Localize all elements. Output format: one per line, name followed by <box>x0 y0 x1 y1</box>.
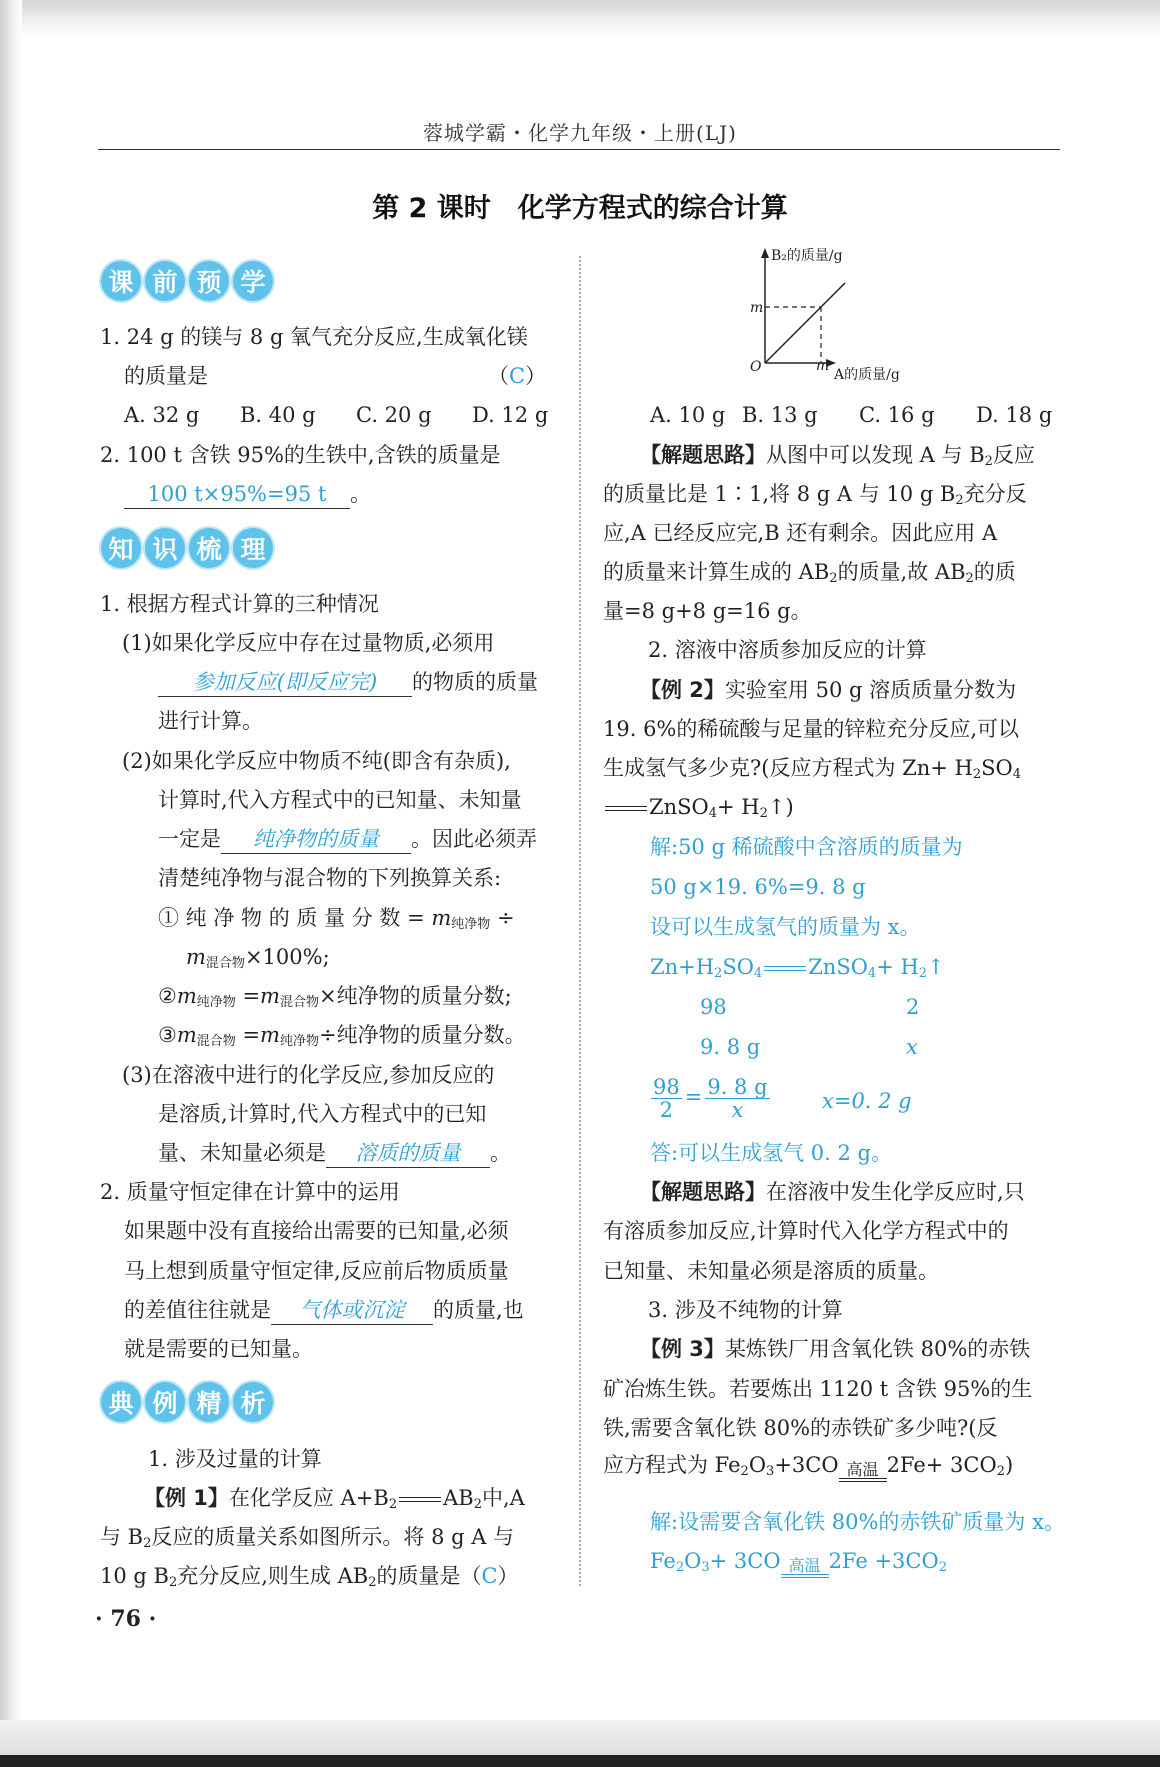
solution-2-line2: 50 g×19. 6%=9. 8 g <box>650 875 866 899</box>
knowledge-c2-line1: (2)如果化学反应中物质不纯(即含有杂质), <box>122 749 511 773</box>
preview-q2-line1: 2. 100 t 含铁 95%的生铁中,含铁的质量是 <box>100 443 501 467</box>
text: 的质 <box>973 560 1016 584</box>
proportion-result: x=0. 2 g <box>822 1089 912 1113</box>
example-1-option-d: D. 18 g <box>976 403 1053 427</box>
text: + H <box>717 795 760 819</box>
example-2-line2: 19. 6%的稀硫酸与足量的锌粒充分反应,可以 <box>603 717 1020 741</box>
badge-char: 识 <box>145 528 185 568</box>
example-section-3-title: 3. 涉及不纯物的计算 <box>648 1298 843 1322</box>
denominator: x <box>731 1098 744 1122</box>
text: = <box>235 984 261 1008</box>
text: 充分反 <box>963 482 1027 506</box>
sub: 2 <box>918 966 928 981</box>
bottom-bar <box>0 1755 1160 1767</box>
solution-2-equation <box>650 952 945 989</box>
ratio-row1-left: 98 <box>700 995 727 1019</box>
badge-char: 预 <box>189 261 229 301</box>
equals-sign <box>399 1497 441 1502</box>
example-1-line2 <box>100 1522 514 1559</box>
text: ↑) <box>767 795 794 819</box>
sub: 混合物 <box>196 1034 236 1049</box>
example-1-thought-line2 <box>603 479 1027 516</box>
formula-2 <box>158 981 512 1018</box>
example-1-option-a: A. 10 g <box>650 403 726 427</box>
sub: 4 <box>867 966 877 981</box>
knowledge-c1-line2 <box>158 667 538 697</box>
knowledge-c3-line3 <box>158 1138 511 1168</box>
text: ① 纯 净 物 的 质 量 分 数 = <box>158 906 432 930</box>
preview-q1-option-c: C. 20 g <box>356 403 432 427</box>
paren-open: （ <box>460 1564 482 1588</box>
sub: 2 <box>714 966 723 981</box>
text: 。 <box>490 1141 511 1165</box>
text: O <box>748 1453 767 1477</box>
denominator: 2 <box>659 1098 674 1122</box>
solution-3-equation <box>650 1542 947 1587</box>
text: ZnSO <box>808 955 868 979</box>
sub: 2 <box>996 1464 1005 1479</box>
text: AB <box>443 1486 474 1510</box>
sub: 2 <box>168 1575 178 1590</box>
high-temp-condition <box>839 1462 887 1491</box>
sub: 纯净物 <box>196 995 236 1010</box>
sub: 混合物 <box>205 956 245 971</box>
numerator: 98 <box>653 1075 680 1099</box>
text: 中,A <box>481 1486 525 1510</box>
text: +3CO <box>774 1453 839 1477</box>
example-3-line4 <box>603 1446 1013 1491</box>
var-m: m <box>176 984 197 1008</box>
knowledge-c1-line3: 进行计算。 <box>158 709 263 733</box>
text: ) <box>1004 1453 1014 1477</box>
text: 的质量,故 AB <box>837 560 966 584</box>
lesson-title: 第 2 课时 化学方程式的综合计算 <box>372 193 788 224</box>
badge-char: 理 <box>233 528 273 568</box>
text: 反应的质量关系如图所示。将 8 g A 与 <box>151 1525 515 1549</box>
text: ZnSO <box>649 795 709 819</box>
knowledge-c1-blank: 参加反应(即反应完) <box>158 668 412 697</box>
text: 10 g B <box>100 1564 169 1588</box>
knowledge-c2-line2: 计算时,代入方程式中的已知量、未知量 <box>158 788 522 812</box>
var-m: m <box>431 906 452 930</box>
preview-q1-option-b: B. 40 g <box>240 403 316 427</box>
text: + H <box>876 955 919 979</box>
preview-q1-line2: 的质量是 <box>124 364 208 388</box>
text: 的差值往往就是 <box>124 1298 271 1322</box>
condition-text: 高温 <box>846 1460 879 1479</box>
sub: 纯净物 <box>451 917 491 932</box>
sub: 纯净物 <box>279 1034 319 1049</box>
sub: 2 <box>955 493 964 508</box>
badge-char: 典 <box>101 1382 141 1422</box>
sub: 4 <box>1012 767 1021 782</box>
example-1-thought-line5: 量=8 g+8 g=16 g。 <box>603 599 812 623</box>
example-1-thought-line1 <box>640 440 1035 477</box>
solution-2-answer: 答:可以生成氢气 0. 2 g。 <box>650 1141 892 1165</box>
text: 在化学反应 A+B <box>228 1486 389 1510</box>
y-axis-label: B₂的质量/g <box>771 248 843 264</box>
page-number: · 76 · <box>95 1606 157 1632</box>
text: ×100%; <box>244 945 330 969</box>
text: 应方程式为 Fe <box>603 1453 741 1477</box>
x-axis-label: A的质量/g <box>834 367 900 383</box>
text: ×纯净物的质量分数; <box>318 984 512 1008</box>
preview-q1-answer-paren <box>488 361 546 391</box>
var-m: m <box>176 1023 197 1047</box>
equals: = <box>684 1085 703 1109</box>
text: ③ <box>158 1023 177 1047</box>
sub: 2 <box>759 806 768 821</box>
ratio-row2-left: 9. 8 g <box>700 1035 761 1059</box>
preview-q1-option-a: A. 32 g <box>124 403 200 427</box>
formula-1-line2 <box>186 942 330 979</box>
paren-open: （ <box>488 364 509 388</box>
fraction-2 <box>705 1076 769 1121</box>
example-3-tag: 【例 3】 <box>640 1337 725 1361</box>
knowledge-p2-line3 <box>124 1295 524 1325</box>
text: 的质量来计算生成的 AB <box>603 560 830 584</box>
text: 2Fe +3CO <box>828 1549 939 1573</box>
x-tick-m: m <box>816 358 830 374</box>
high-temp-condition <box>781 1558 829 1587</box>
sub: 2 <box>368 1575 377 1590</box>
text: 2Fe+ 3CO <box>886 1453 997 1477</box>
condition-text: 高温 <box>788 1556 821 1575</box>
formula-3 <box>158 1020 526 1057</box>
text: 生成氢气多少克?(反应方程式为 Zn+ H <box>603 756 973 780</box>
sub: 2 <box>675 1560 685 1575</box>
running-header: 蓉城学霸・化学九年级・上册(LJ) <box>423 121 737 145</box>
sub: 2 <box>965 571 974 586</box>
text: ÷ <box>490 906 515 930</box>
proportion-equation <box>648 1076 773 1121</box>
badge-char: 梳 <box>189 528 229 568</box>
preview-q2-answer: 100 t×95%=95 t <box>124 480 350 509</box>
thought-tag: 【解题思路】 <box>640 1180 766 1204</box>
example-2-line1 <box>640 675 1016 705</box>
text: = <box>235 1023 261 1047</box>
example-1-thought-line4 <box>603 557 1016 594</box>
text: + 3CO <box>709 1549 781 1573</box>
example-2-tag: 【例 2】 <box>640 678 725 702</box>
text: 一定是 <box>158 827 221 851</box>
sub: 2 <box>829 571 838 586</box>
example-3-line2: 矿冶炼生铁。若要炼出 1120 t 含铁 95%的生 <box>603 1377 1033 1401</box>
example-1-thought-line3: 应,A 已经反应完,B 还有剩余。因此应用 A <box>603 521 998 545</box>
sub: 4 <box>753 966 763 981</box>
text: 的质量,也 <box>433 1298 524 1322</box>
badge-char: 析 <box>233 1382 273 1422</box>
knowledge-c2-line4: 清楚纯净物与混合物的下列换算关系: <box>158 866 502 890</box>
example-2-line3 <box>603 753 1021 790</box>
text: ② <box>158 984 177 1008</box>
sub: 2 <box>740 1464 749 1479</box>
badge-char: 课 <box>101 261 141 301</box>
text: 反应 <box>992 443 1035 467</box>
origin-label: O <box>750 359 762 375</box>
knowledge-c3-line2: 是溶质,计算时,代入方程式中的已知 <box>158 1102 487 1126</box>
header-rule <box>98 149 1060 150</box>
badge-char: 精 <box>189 1382 229 1422</box>
section-badge-knowledge <box>101 528 273 568</box>
sub: 2 <box>388 1497 398 1512</box>
text: 与 B <box>100 1525 144 1549</box>
knowledge-p2-line4: 就是需要的已知量。 <box>124 1337 313 1361</box>
thought-tag: 【解题思路】 <box>640 443 766 467</box>
text: 的物质的质量 <box>412 670 538 694</box>
example-1-line1 <box>144 1483 525 1520</box>
text: 的质量是 <box>376 1564 461 1588</box>
preview-q2-line2 <box>124 479 371 509</box>
var-m: m <box>186 945 206 969</box>
sub: 2 <box>938 1560 947 1575</box>
text: 的质量比是 1∶1,将 8 g A 与 10 g B <box>603 482 956 506</box>
example-2-line4 <box>603 792 794 829</box>
y-tick-m: m <box>750 300 764 316</box>
formula-1-line1 <box>158 903 515 940</box>
text: 量、未知量必须是 <box>158 1141 326 1165</box>
example-3-line1 <box>640 1334 1030 1364</box>
text: 充分反应,则生成 AB <box>177 1564 369 1588</box>
sub: 2 <box>984 454 993 469</box>
example-2-thought-line1 <box>640 1177 1025 1207</box>
knowledge-heading-2: 2. 质量守恒定律在计算中的运用 <box>100 1180 400 1204</box>
knowledge-p2-blank: 气体或沉淀 <box>271 1296 433 1325</box>
preview-q1-line1: 1. 24 g 的镁与 8 g 氧气充分反应,生成氧化镁 <box>100 325 528 349</box>
equals-sign <box>764 966 806 971</box>
knowledge-c1-line1: (1)如果化学反应中存在过量物质,必须用 <box>122 631 495 655</box>
example-1-option-b: B. 13 g <box>742 403 818 427</box>
sub: 混合物 <box>279 995 319 1010</box>
period: 。 <box>350 482 371 506</box>
sub: 3 <box>701 1560 710 1575</box>
mass-line <box>765 283 845 363</box>
y-axis-arrow <box>761 248 769 258</box>
equals-sign <box>605 806 647 811</box>
ratio-row2-right: x <box>906 1035 918 1059</box>
example-1-answer: C <box>481 1564 498 1588</box>
text: O <box>684 1549 702 1573</box>
text: 从图中可以发现 A 与 B <box>766 443 985 467</box>
text: Fe <box>650 1549 676 1573</box>
badge-char: 前 <box>145 261 185 301</box>
ratio-row1-right: 2 <box>906 995 920 1019</box>
solution-2-line1: 解:50 g 稀硫酸中含溶质的质量为 <box>650 835 963 859</box>
page-left-shadow <box>0 0 22 1767</box>
numerator: 9. 8 g <box>707 1075 768 1099</box>
text: ÷纯净物的质量分数。 <box>318 1023 526 1047</box>
sub: 2 <box>473 1497 482 1512</box>
text: 在溶液中发生化学反应时,只 <box>766 1180 1025 1204</box>
example-2-thought-line2: 有溶质参加反应,计算时代入化学方程式中的 <box>603 1219 1009 1243</box>
up-arrow-icon: ↑ <box>927 955 945 979</box>
text: SO <box>981 756 1013 780</box>
example-section-1-title: 1. 涉及过量的计算 <box>148 1447 322 1471</box>
text: 某炼铁厂用含氧化铁 80%的赤铁 <box>724 1337 1031 1361</box>
sub: 2 <box>972 767 982 782</box>
text: Zn+H <box>650 955 715 979</box>
badge-char: 学 <box>233 261 273 301</box>
example-2-thought-line3: 已知量、未知量必须是溶质的质量。 <box>603 1259 939 1283</box>
mass-relation-graph <box>730 246 930 386</box>
knowledge-c3-blank: 溶质的质量 <box>326 1139 490 1168</box>
example-1-line3 <box>100 1561 519 1598</box>
var-m: m <box>260 984 280 1008</box>
knowledge-p2-line1: 如果题中没有直接给出需要的已知量,必须 <box>124 1219 509 1243</box>
badge-char: 例 <box>145 1382 185 1422</box>
sub: 4 <box>708 806 717 821</box>
var-m: m <box>260 1023 280 1047</box>
knowledge-p2-line2: 马上想到质量守恒定律,反应前后物质质量 <box>124 1259 509 1283</box>
knowledge-c3-line1: (3)在溶液中进行的化学反应,参加反应的 <box>122 1063 495 1087</box>
solution-3-line1: 解:设需要含氧化铁 80%的赤铁矿质量为 x。 <box>650 1510 1065 1534</box>
sub: 2 <box>143 1536 152 1551</box>
sub: 3 <box>766 1464 775 1479</box>
section-badge-examples <box>101 1382 273 1422</box>
knowledge-c2-blank: 纯净物的质量 <box>221 825 411 854</box>
text: 实验室用 50 g 溶质质量分数为 <box>724 678 1017 702</box>
knowledge-heading-1: 1. 根据方程式计算的三种情况 <box>100 592 379 616</box>
text: 。因此必须弄 <box>411 827 537 851</box>
section-badge-preview <box>101 261 273 301</box>
knowledge-c2-line3 <box>158 824 537 854</box>
column-divider <box>579 256 581 1586</box>
preview-q1-answer: C <box>509 364 526 388</box>
solution-2-line3: 设可以生成氢气的质量为 x。 <box>650 915 921 939</box>
paren-close: ） <box>497 1564 519 1588</box>
fraction-1 <box>651 1076 682 1121</box>
preview-q1-option-d: D. 12 g <box>472 403 549 427</box>
example-3-line3: 铁,需要含氧化铁 80%的赤铁矿多少吨?(反 <box>603 1416 998 1440</box>
example-section-2-title: 2. 溶液中溶质参加反应的计算 <box>648 638 927 662</box>
badge-char: 知 <box>101 528 141 568</box>
paren-close: ） <box>525 364 547 388</box>
text: SO <box>722 955 754 979</box>
example-1-tag: 【例 1】 <box>144 1486 229 1510</box>
page-top-shadow <box>0 0 1160 38</box>
example-1-option-c: C. 16 g <box>859 403 935 427</box>
